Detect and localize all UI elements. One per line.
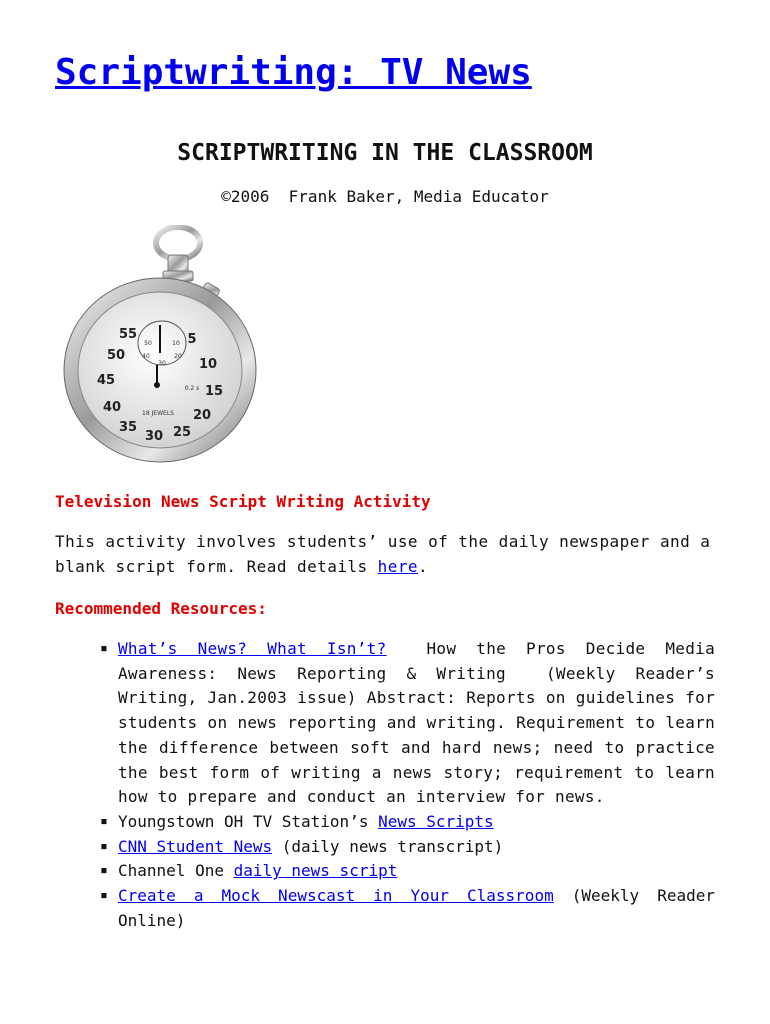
resources-heading: Recommended Resources: bbox=[55, 599, 267, 618]
list-item-text: How the Pros Decide Media Awareness: News Reporting & Writing (Weekly Reader’s Writing, Jan.2003 issue) Abstract: Reports on guidelines for students on news reporting and writing. Requirement to learn the difference between soft and hard news; need to practice the best form of writing a news story; requirement to learn how to prepare and conduct an interview for news. bbox=[118, 639, 725, 807]
activity-text: This activity involves students’ use of the daily newspaper and a blank script form. Read details bbox=[55, 532, 711, 576]
inner-40: 40 bbox=[142, 353, 150, 360]
inner-20: 20 bbox=[174, 353, 182, 360]
list-item-prefix: Channel One bbox=[118, 861, 234, 881]
small-text: 0.2 s bbox=[184, 385, 200, 392]
inner-50: 50 bbox=[144, 340, 152, 347]
resources-list bbox=[100, 637, 725, 933]
news-scripts-link[interactable]: News Scripts bbox=[378, 811, 494, 831]
list-item-text: (Weekly Reader Online) bbox=[118, 886, 715, 930]
cnn-student-news-link[interactable]: CNN Student News bbox=[118, 836, 273, 856]
activity-here-link[interactable]: here bbox=[377, 556, 418, 576]
activity-heading: Television News Script Writing Activity bbox=[55, 492, 431, 511]
dial-40: 40 bbox=[102, 400, 122, 415]
subheading: SCRIPTWRITING IN THE CLASSROOM bbox=[177, 140, 593, 166]
mock-newscast-link[interactable]: Create a Mock Newscast in Your Classroom bbox=[118, 886, 554, 906]
activity-paragraph bbox=[55, 530, 715, 579]
dial-35: 35 bbox=[118, 420, 138, 435]
dial-45: 45 bbox=[96, 373, 116, 388]
dial-15: 15 bbox=[204, 384, 224, 399]
list-item bbox=[100, 810, 715, 835]
dial-50: 50 bbox=[106, 348, 126, 363]
activity-end: . bbox=[418, 556, 429, 576]
dial-55: 55 bbox=[118, 327, 138, 342]
daily-news-script-link[interactable]: daily news script bbox=[233, 861, 398, 881]
list-item bbox=[100, 859, 715, 884]
list-item-text: (daily news transcript) bbox=[272, 836, 504, 856]
dial-10: 10 bbox=[198, 357, 218, 372]
list-item bbox=[100, 637, 725, 810]
dial-25: 25 bbox=[172, 425, 192, 440]
list-item bbox=[100, 884, 715, 933]
inner-30: 30 bbox=[158, 360, 166, 367]
inner-10: 10 bbox=[172, 340, 180, 347]
dial-20: 20 bbox=[192, 408, 212, 423]
dial-5: 5 bbox=[187, 332, 197, 347]
dial-30: 30 bbox=[144, 429, 164, 444]
list-item bbox=[100, 835, 715, 860]
jewels-text: 18 JEWELS bbox=[142, 410, 174, 417]
list-item-prefix: Youngstown OH TV Station’s bbox=[118, 811, 379, 831]
stopwatch-image bbox=[60, 225, 260, 470]
page-title-link[interactable]: Scriptwriting: TV News bbox=[55, 52, 532, 93]
copyright-line: ©2006 Frank Baker, Media Educator bbox=[221, 187, 549, 206]
whats-news-link[interactable]: What’s News? What Isn’t? bbox=[118, 639, 387, 658]
page-title bbox=[55, 52, 532, 93]
